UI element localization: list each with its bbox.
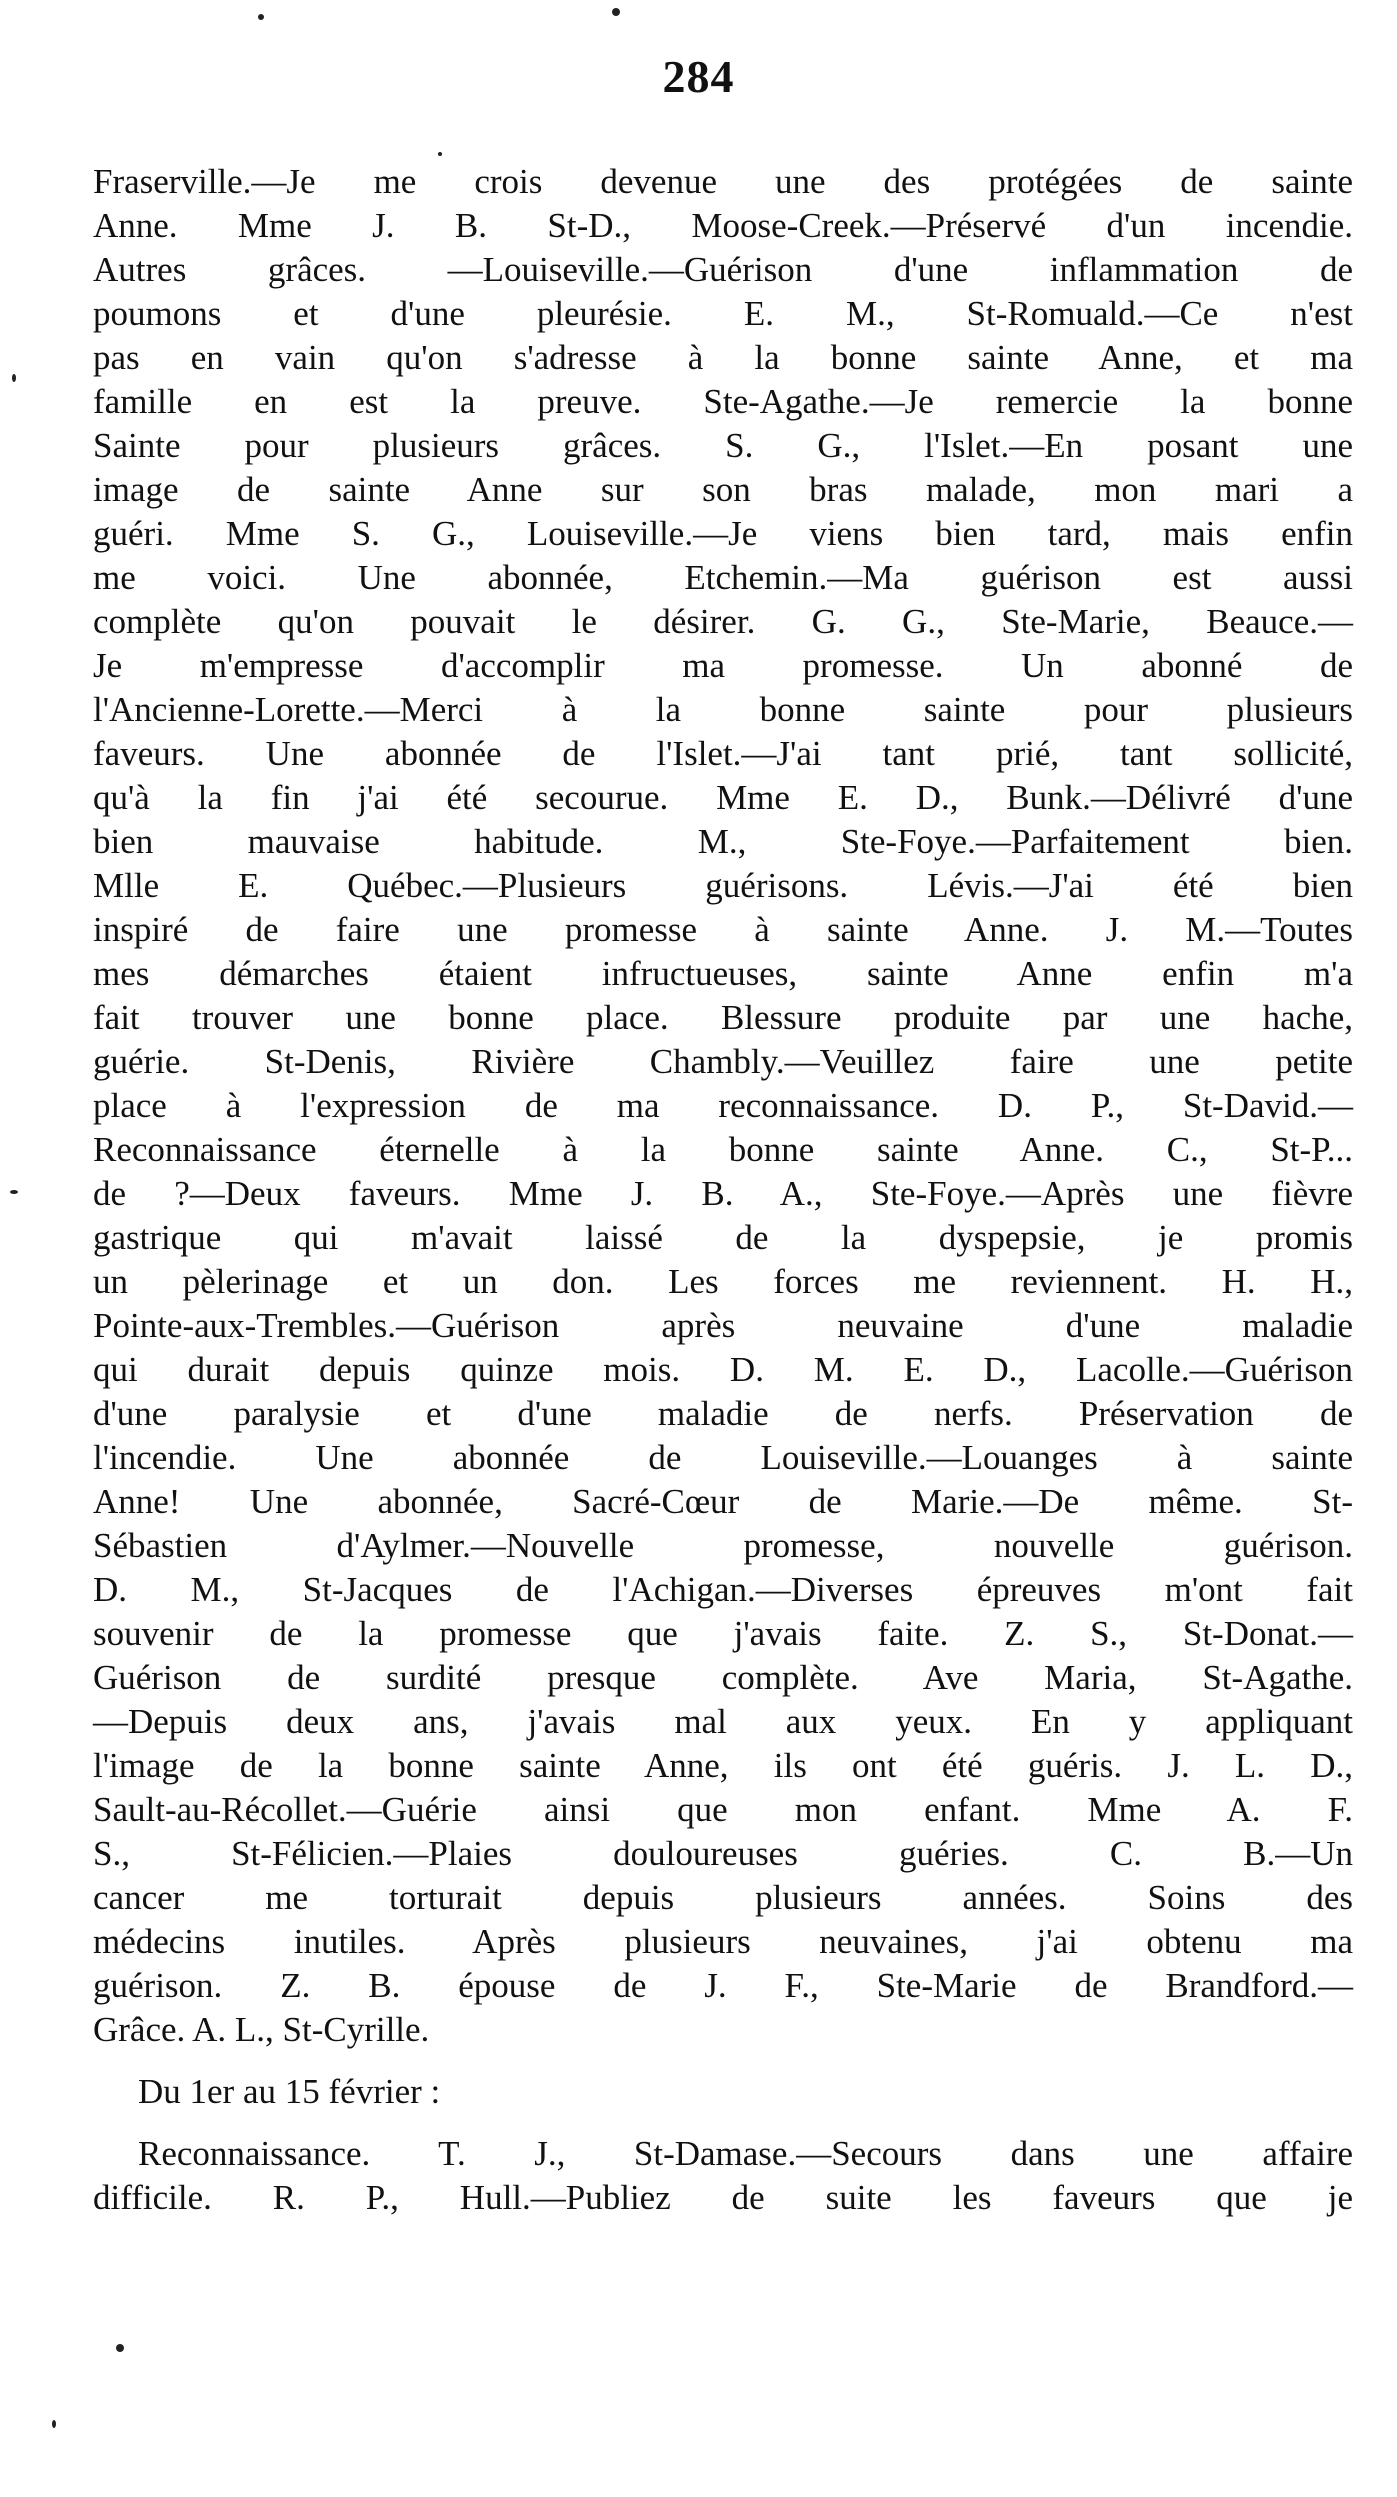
text-line: Reconnaissance éternelle à la bonne sainte Anne. C., St-P...	[93, 1130, 1353, 1169]
text-line: Mlle E. Québec.—Plusieurs guérisons. Lévis.—J'ai été bien	[93, 866, 1353, 905]
text-line: Guérison de surdité presque complète. Ave Maria, St-Agathe.	[93, 1658, 1353, 1697]
ink-speck	[116, 2344, 124, 2352]
text-line: poumons et d'une pleurésie. E. M., St-Romuald.—Ce n'est	[93, 294, 1353, 333]
text-line: D. M., St-Jacques de l'Achigan.—Diverses épreuves m'ont fait	[93, 1570, 1353, 1609]
text-line: pas en vain qu'on s'adresse à la bonne sainte Anne, et ma	[93, 338, 1353, 377]
text-line: inspiré de faire une promesse à sainte Anne. J. M.—Toutes	[93, 910, 1353, 949]
text-line: Fraserville.—Je me crois devenue une des protégées de sainte	[93, 162, 1353, 201]
paragraph-gap	[93, 2114, 1353, 2132]
text-line: —Depuis deux ans, j'avais mal aux yeux. En y appliquant	[93, 1702, 1353, 1741]
text-line: d'une paralysie et d'une maladie de nerfs. Préservation de	[93, 1394, 1353, 1433]
paragraph-gap	[93, 2052, 1353, 2070]
text-line: bien mauvaise habitude. M., Ste-Foye.—Parfaitement bien.	[93, 822, 1353, 861]
page-number: 284	[662, 51, 735, 102]
text-line: qui durait depuis quinze mois. D. M. E. D., Lacolle.—Guérison	[93, 1350, 1353, 1389]
text-line: image de sainte Anne sur son bras malade, mon mari a	[93, 470, 1353, 509]
text-line: qu'à la fin j'ai été secourue. Mme E. D., Bunk.—Délivré d'une	[93, 778, 1353, 817]
text-line: guérie. St-Denis, Rivière Chambly.—Veuillez faire une petite	[93, 1042, 1353, 1081]
body-text	[93, 160, 1353, 2220]
text-line: fait trouver une bonne place. Blessure produite par une hache,	[93, 998, 1353, 1037]
text-line: de ?—Deux faveurs. Mme J. B. A., Ste-Foye.—Après une fièvre	[93, 1174, 1353, 1213]
text-line: place à l'expression de ma reconnaissance. D. P., St-David.—	[93, 1086, 1353, 1125]
text-line: l'incendie. Une abonnée de Louiseville.—Louanges à sainte	[93, 1438, 1353, 1477]
text-line: guérison. Z. B. épouse de J. F., Ste-Marie de Brandford.—	[93, 1966, 1353, 2005]
ink-speck	[12, 374, 16, 382]
text-line: cancer me torturait depuis plusieurs années. Soins des	[93, 1878, 1353, 1917]
text-line: Anne! Une abonnée, Sacré-Cœur de Marie.—De même. St-	[93, 1482, 1353, 1521]
text-line: un pèlerinage et un don. Les forces me reviennent. H. H.,	[93, 1262, 1353, 1301]
section-heading: Du 1er au 15 février :	[138, 2072, 441, 2111]
text-line: gastrique qui m'avait laissé de la dyspepsie, je promis	[93, 1218, 1353, 1257]
text-line: Autres grâces. —Louiseville.—Guérison d'une inflammation de	[93, 250, 1353, 289]
text-line: Sainte pour plusieurs grâces. S. G., l'Islet.—En posant une	[93, 426, 1353, 465]
text-line: me voici. Une abonnée, Etchemin.—Ma guérison est aussi	[93, 558, 1353, 597]
ink-speck	[438, 152, 442, 156]
text-line: complète qu'on pouvait le désirer. G. G., Ste-Marie, Beauce.—	[93, 602, 1353, 641]
text-line: Sébastien d'Aylmer.—Nouvelle promesse, nouvelle guérison.	[93, 1526, 1353, 1565]
text-line: S., St-Félicien.—Plaies douloureuses guéries. C. B.—Un	[93, 1834, 1353, 1873]
ink-speck	[52, 2420, 56, 2428]
text-line: Je m'empresse d'accomplir ma promesse. Un abonné de	[93, 646, 1353, 685]
text-line: faveurs. Une abonnée de l'Islet.—J'ai tant prié, tant sollicité,	[93, 734, 1353, 773]
text-line: mes démarches étaient infructueuses, sainte Anne enfin m'a	[93, 954, 1353, 993]
text-line: médecins inutiles. Après plusieurs neuvaines, j'ai obtenu ma	[93, 1922, 1353, 1961]
text-line: Pointe-aux-Trembles.—Guérison après neuvaine d'une maladie	[93, 1306, 1353, 1345]
text-line: Anne. Mme J. B. St-D., Moose-Creek.—Préservé d'un incendie.	[93, 206, 1353, 245]
text-line: famille en est la preuve. Ste-Agathe.—Je remercie la bonne	[93, 382, 1353, 421]
text-line: souvenir de la promesse que j'avais faite. Z. S., St-Donat.—	[93, 1614, 1353, 1653]
text-line: l'Ancienne-Lorette.—Merci à la bonne sainte pour plusieurs	[93, 690, 1353, 729]
text-line: Grâce. A. L., St-Cyrille.	[93, 2010, 430, 2049]
text-line: difficile. R. P., Hull.—Publiez de suite les faveurs que je	[93, 2178, 1353, 2217]
text-line: guéri. Mme S. G., Louiseville.—Je viens bien tard, mais enfin	[93, 514, 1353, 553]
ink-speck	[10, 1190, 18, 1194]
text-line: Sault-au-Récollet.—Guérie ainsi que mon enfant. Mme A. F.	[93, 1790, 1353, 1829]
text-line: l'image de la bonne sainte Anne, ils ont été guéris. J. L. D.,	[93, 1746, 1353, 1785]
ink-speck	[258, 14, 264, 20]
text-line: Reconnaissance. T. J., St-Damase.—Secours dans une affaire	[138, 2134, 1353, 2173]
ink-speck	[612, 8, 620, 16]
